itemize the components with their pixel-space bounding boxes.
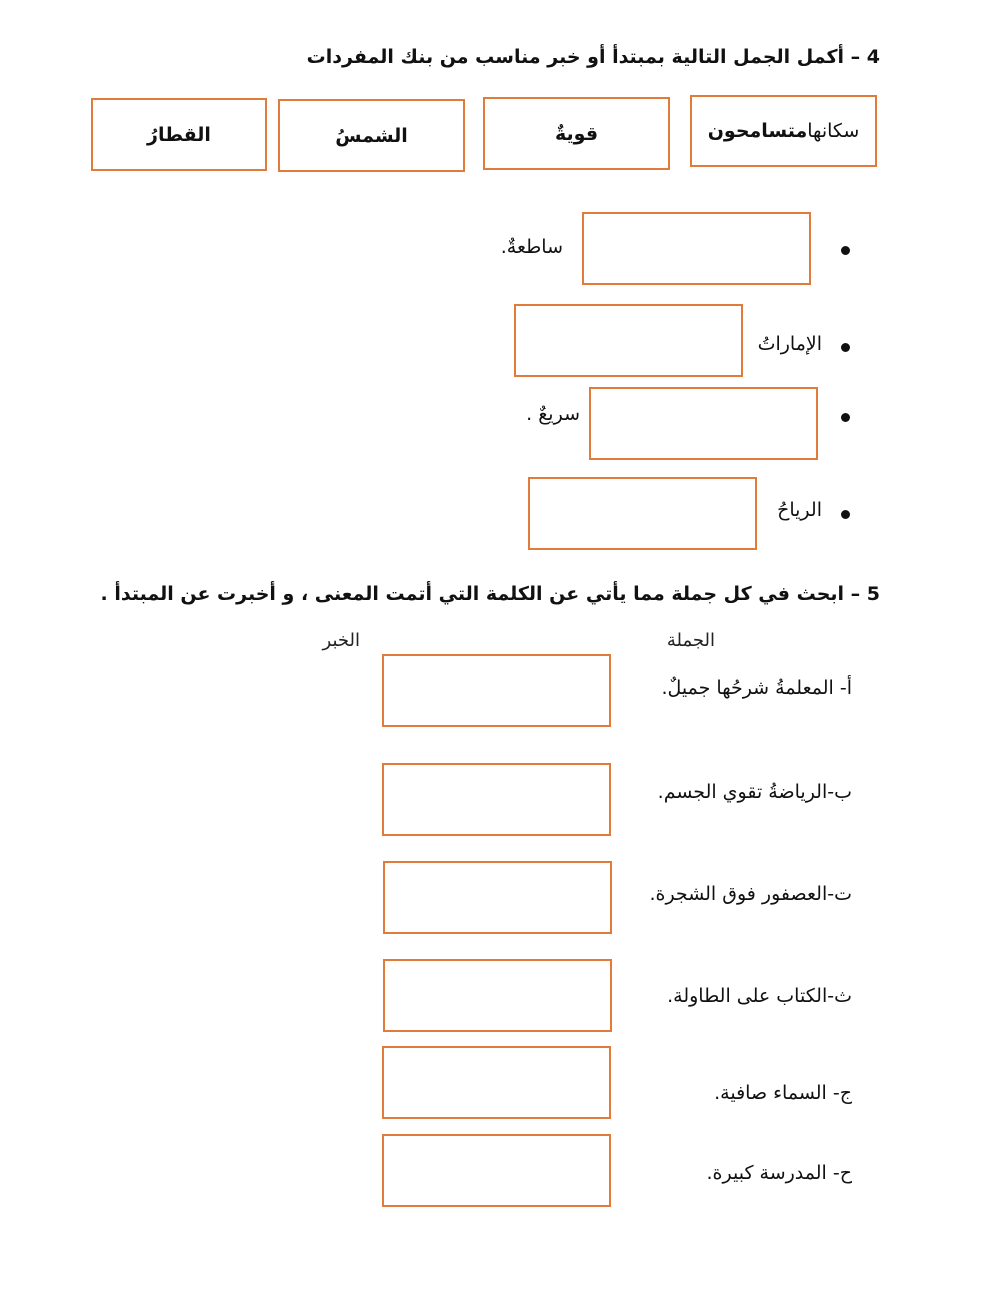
bullet-icon xyxy=(841,246,850,255)
q5-sentence-3: ت-العصفور فوق الشجرة. xyxy=(649,883,852,905)
bullet-icon xyxy=(841,413,850,422)
q5-sentence-4: ث-الكتاب على الطاولة. xyxy=(667,985,852,1007)
q4-answer-box-3[interactable] xyxy=(589,387,818,460)
word-bank-item-3-bold: الشمسُ xyxy=(335,124,408,147)
word-bank-item-1-bold: متسامحون xyxy=(707,120,808,142)
word-bank-item-4[interactable] xyxy=(91,98,267,171)
column-header-predicate: الخبر xyxy=(322,630,360,651)
word-bank-item-4-bold: القطارُ xyxy=(147,123,211,146)
q4-answer-box-1[interactable] xyxy=(582,212,811,285)
q5-answer-box-3[interactable] xyxy=(383,861,612,934)
word-bank-item-2[interactable] xyxy=(483,97,670,170)
word-bank-item-3[interactable] xyxy=(278,99,465,172)
q5-answer-box-4[interactable] xyxy=(383,959,612,1032)
bullet-icon xyxy=(841,343,850,352)
bullet-icon xyxy=(841,510,850,519)
q4-sentence-4: الرياحُ xyxy=(777,499,822,521)
column-header-sentence: الجملة xyxy=(666,630,715,651)
q4-answer-box-2[interactable] xyxy=(514,304,743,377)
q4-heading: 4 – أكمل الجمل التالية بمبتدأ أو خبر مناسب من بنك المفردات xyxy=(306,46,880,68)
q5-answer-box-1[interactable] xyxy=(382,654,611,727)
word-bank-item-1-plain: سكانها xyxy=(807,120,860,142)
q5-answer-box-5[interactable] xyxy=(382,1046,611,1119)
q5-sentence-6: ح- المدرسة كبيرة. xyxy=(706,1162,852,1184)
q5-heading: 5 – ابحث في كل جملة مما يأتي عن الكلمة التي أتمت المعنى ، و أخبرت عن المبتدأ . xyxy=(100,583,880,605)
q5-sentence-1: أ- المعلمةُ شرحُها جميلٌ. xyxy=(661,677,852,699)
q4-sentence-1: ساطعةٌ. xyxy=(500,236,563,258)
word-bank-item-2-bold: قويةٌ xyxy=(555,122,599,145)
q4-sentence-3: سريعٌ . xyxy=(526,403,580,425)
q4-sentence-2: الإماراتُ xyxy=(757,333,822,355)
q5-sentence-5: ج- السماء صافية. xyxy=(714,1082,852,1104)
q5-answer-box-2[interactable] xyxy=(382,763,611,836)
word-bank-item-1[interactable] xyxy=(690,95,877,167)
q5-sentence-2: ب-الرياضةُ تقوي الجسم. xyxy=(657,781,852,803)
q4-answer-box-4[interactable] xyxy=(528,477,757,550)
q5-answer-box-6[interactable] xyxy=(382,1134,611,1207)
